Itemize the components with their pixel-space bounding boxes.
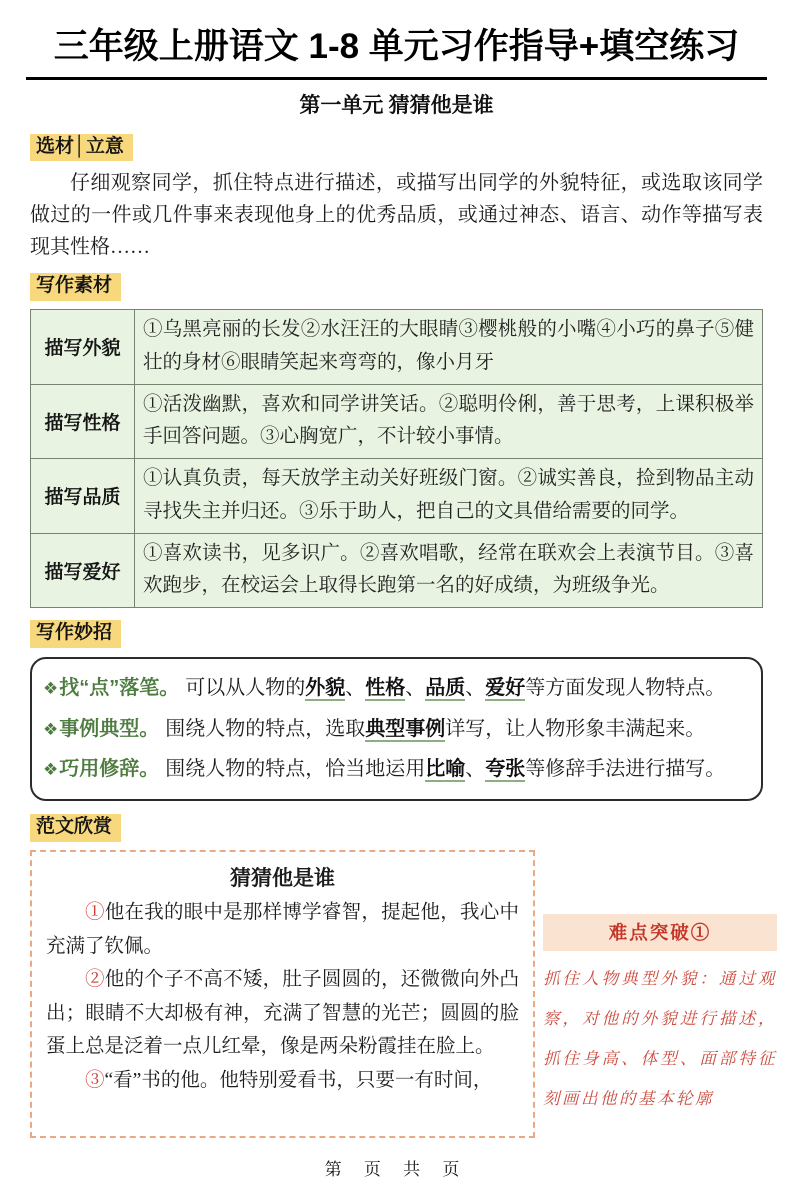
tip-text: 、 <box>465 676 486 699</box>
diamond-bullet-icon: ❖ <box>43 760 59 781</box>
tip-text: 等方面发现人物特点。 <box>525 676 726 699</box>
tip-lead: 事例典型。 <box>59 717 160 740</box>
row-content: ①认真负责，每天放学主动关好班级门窗。②诚实善良，捡到物品主动寻找失主并归还。③乐于助人，把自己的文具借给需要的同学。 <box>135 459 763 534</box>
tip-text: 等修辞手法进行描写。 <box>525 758 726 781</box>
intro-paragraph: 仔细观察同学，抓住特点进行描述，或描写出同学的外貌特征，或选取该同学做过的一件或几件事来表现他身上的优秀品质，或通过神态、语言、动作等描写表现其性格…… <box>30 172 763 259</box>
page-subtitle: 第一单元 猜猜他是谁 <box>299 92 494 117</box>
tip-text: 夸张 <box>485 758 526 781</box>
sample-essay-box <box>30 850 535 1138</box>
diamond-bullet-icon: ❖ <box>43 678 59 699</box>
tip-text: 典型事例 <box>365 717 446 740</box>
tip-text: 爱好 <box>485 676 526 699</box>
tip-text: 品质 <box>425 676 466 699</box>
tip-text: 外貌 <box>305 676 346 699</box>
tip-item <box>43 749 751 790</box>
tip-text: 性格 <box>365 676 406 699</box>
paragraph-number: ③ <box>85 1069 105 1091</box>
tip-text: 详写，让人物形象丰满起来。 <box>445 717 706 740</box>
tip-text: 可以从人物的 <box>185 676 306 699</box>
row-content: ①活泼幽默，喜欢和同学讲笑话。②聪明伶俐，善于思考，上课积极举手回答问题。③心胸宽广，不计较小事情。 <box>135 384 763 459</box>
tip-item <box>43 709 751 750</box>
essay-paragraph <box>46 1064 519 1098</box>
callout-title: 难点突破① <box>543 914 777 951</box>
tip-lead: 找“点”落笔。 <box>59 676 180 699</box>
page-footer: 第 页 共 页 <box>324 1160 469 1180</box>
difficulty-callout <box>543 914 777 1119</box>
paragraph-number: ① <box>85 902 105 924</box>
tip-text: 围绕人物的特点，恰当地运用 <box>165 758 426 781</box>
tip-text: 围绕人物的特点，选取 <box>165 717 366 740</box>
paragraph-number: ② <box>85 969 105 991</box>
table-row <box>31 384 763 459</box>
section-label-fanwen-xinshang: 范文欣赏 <box>30 814 121 842</box>
tip-text: 比喻 <box>425 758 466 781</box>
row-header: 描写品质 <box>31 459 135 534</box>
tip-item <box>43 668 751 709</box>
tips-box <box>30 657 763 801</box>
essay-paragraph <box>46 896 519 963</box>
diamond-bullet-icon: ❖ <box>43 719 59 740</box>
table-row <box>31 533 763 608</box>
row-header: 描写性格 <box>31 384 135 459</box>
row-header: 描写爱好 <box>31 533 135 608</box>
section-label-xuancai-liyi: 选材│立意 <box>30 134 133 162</box>
paragraph-text: “看”书的他。他特别爱看书，只要一有时间， <box>104 1069 493 1091</box>
row-content: ①喜欢读书，见多识广。②喜欢唱歌，经常在联欢会上表演节目。③喜欢跑步，在校运会上取得长跑第一名的好成绩，为班级争光。 <box>135 533 763 608</box>
section-label-xiezuo-miaozhao: 写作妙招 <box>30 620 121 648</box>
essay-title: 猜猜他是谁 <box>230 866 335 891</box>
callout-body: 抓住人物典型外貌：通过观察，对他的外貌进行描述，抓住身高、体型、面部特征刻画出他的基本轮廓 <box>543 969 777 1108</box>
title-divider <box>26 77 767 80</box>
tip-text: 、 <box>405 676 426 699</box>
paragraph-text: 他的个子不高不矮，肚子圆圆的，还微微向外凸出；眼睛不大却极有神，充满了智慧的光芒；圆圆的脸蛋上总是泛着一点儿红晕，像是两朵粉霞挂在脸上。 <box>46 969 519 1058</box>
table-row <box>31 459 763 534</box>
materials-table <box>30 309 763 608</box>
page-title: 三年级上册语文 1-8 单元习作指导+填空练习 <box>53 27 740 66</box>
row-header: 描写外貌 <box>31 310 135 385</box>
sample-essay-section <box>30 850 777 1142</box>
table-row <box>31 310 763 385</box>
tip-text: 、 <box>345 676 366 699</box>
section-label-xiezuo-sucai: 写作素材 <box>30 273 121 301</box>
tip-lead: 巧用修辞。 <box>59 758 160 781</box>
tip-text: 、 <box>465 758 486 781</box>
paragraph-text: 他在我的眼中是那样博学睿智，提起他，我心中充满了钦佩。 <box>46 902 519 957</box>
row-content: ①乌黑亮丽的长发②水汪汪的大眼睛③樱桃般的小嘴④小巧的鼻子⑤健壮的身材⑥眼睛笑起来弯弯的，像小月牙 <box>135 310 763 385</box>
essay-paragraph <box>46 963 519 1064</box>
